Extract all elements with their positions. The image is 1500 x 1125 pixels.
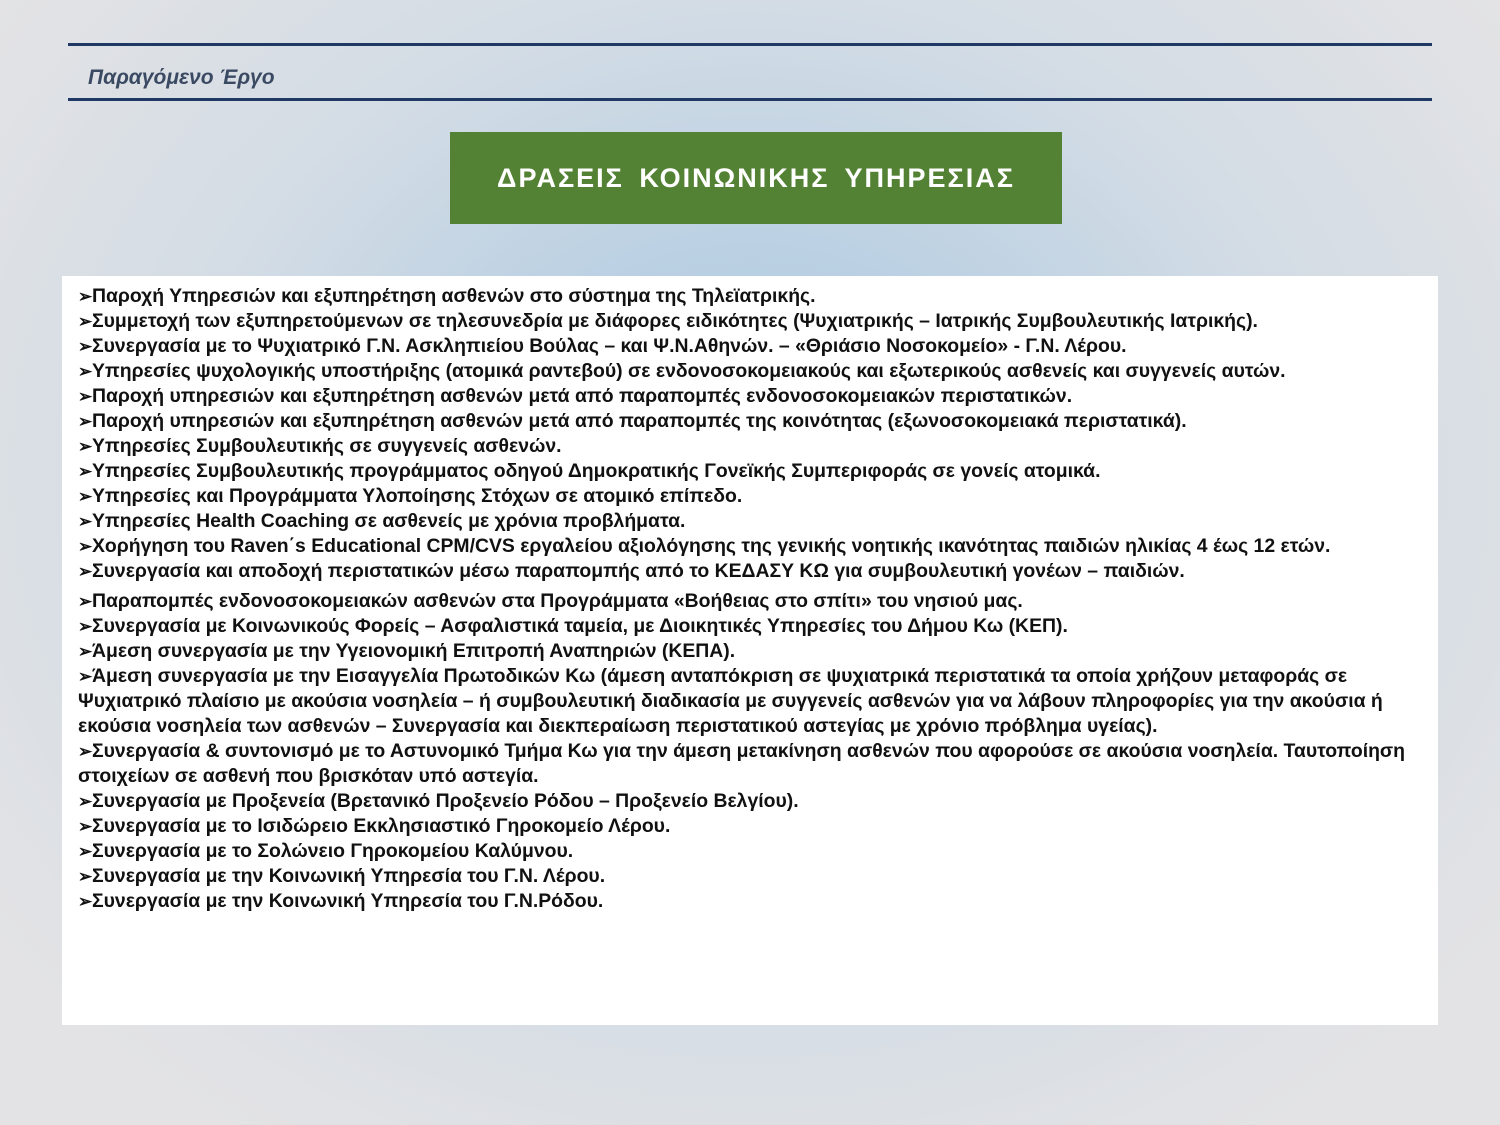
header-bottom-rule	[68, 98, 1432, 101]
arrow-bullet-icon: ➢	[78, 892, 93, 911]
list-item-text: Συνεργασία με το Σολώνειο Γηροκομείου Καλύμνου.	[92, 840, 574, 862]
list-item-text: Υπηρεσίες Health Coaching σε ασθενείς με χρόνια προβλήματα.	[92, 510, 686, 532]
list-item-text: Υπηρεσίες Συμβουλευτικής σε συγγενείς ασθενών.	[92, 435, 562, 457]
list-item	[78, 534, 1424, 559]
list-item-text: Συνεργασία με Κοινωνικούς Φορείς – Ασφαλιστικά ταμεία, με Διοικητικές Υπηρεσίες του Δήμου Κω (ΚΕΠ).	[92, 615, 1068, 637]
list-item	[78, 559, 1424, 584]
arrow-bullet-icon: ➢	[78, 842, 93, 861]
arrow-bullet-icon: ➢	[78, 562, 93, 581]
list-item-text: Υπηρεσίες ψυχολογικής υποστήριξης (ατομικά ραντεβού) σε ενδονοσοκομειακούς και εξωτερικούς ασθενείς και συγγενείς αυτών.	[92, 360, 1286, 382]
arrow-bullet-icon: ➢	[78, 287, 93, 306]
section-label: Παραγόμενο Έργο	[88, 66, 275, 89]
list-item	[78, 409, 1424, 434]
list-item	[78, 814, 1424, 839]
list-item-text: Υπηρεσίες Συμβουλευτικής προγράμματος οδηγού Δημοκρατικής Γονεϊκής Συμπεριφοράς σε γονείς ατομικά.	[92, 460, 1101, 482]
arrow-bullet-icon: ➢	[78, 867, 93, 886]
list-item-text: Συνεργασία με το Ψυχιατρικό Γ.Ν. Ασκληπιείου Βούλας – και Ψ.Ν.Αθηνών. – «Θριάσιο Νοσοκομείο» - Γ.Ν. Λέρου.	[92, 335, 1127, 357]
arrow-bullet-icon: ➢	[78, 387, 93, 406]
arrow-bullet-icon: ➢	[78, 817, 93, 836]
actions-list-panel	[62, 276, 1438, 1025]
arrow-bullet-icon: ➢	[78, 337, 93, 356]
arrow-bullet-icon: ➢	[78, 312, 93, 331]
list-item-text: Άμεση συνεργασία με την Εισαγγελία Πρωτοδικών Κω (άμεση ανταπόκριση σε ψυχιατρικά περιστατικά τα οποία χρήζουν μεταφοράς σε Ψυχιατρικό πλαίσιο με ακούσια νοσηλεία – ή συμβουλευτική διαδικασία με συγγενείς ασθενών για να λάβουν πληροφορίες για την ακούσια ή εκούσια νοσηλεία των ασθενών – Συνεργασία και διεκπεραίωση περιστατικού αστεγίας με χρόνιο πρόβλημα υγείας).	[78, 665, 1383, 737]
arrow-bullet-icon: ➢	[78, 362, 93, 381]
arrow-bullet-icon: ➢	[78, 642, 93, 661]
page-title: ΔΡΑΣΕΙΣ ΚΟΙΝΩΝΙΚΗΣ ΥΠΗΡΕΣΙΑΣ	[497, 162, 1015, 193]
header-top-rule	[68, 43, 1432, 46]
list-item	[78, 309, 1424, 334]
arrow-bullet-icon: ➢	[78, 487, 93, 506]
list-item	[78, 639, 1424, 664]
list-item	[78, 739, 1424, 789]
list-item	[78, 664, 1424, 739]
list-item	[78, 334, 1424, 359]
arrow-bullet-icon: ➢	[78, 537, 93, 556]
list-item-text: Άμεση συνεργασία με την Υγειονομική Επιτροπή Αναπηριών (ΚΕΠΑ).	[92, 640, 736, 662]
list-item	[78, 589, 1424, 614]
title-banner	[450, 132, 1062, 224]
arrow-bullet-icon: ➢	[78, 512, 93, 531]
arrow-bullet-icon: ➢	[78, 667, 93, 686]
list-item	[78, 484, 1424, 509]
list-item-text: Παροχή υπηρεσιών και εξυπηρέτηση ασθενών μετά από παραπομπές της κοινότητας (εξωνοσοκομειακά περιστατικά).	[92, 410, 1187, 432]
list-item	[78, 614, 1424, 639]
arrow-bullet-icon: ➢	[78, 742, 93, 761]
list-item-text: Παροχή υπηρεσιών και εξυπηρέτηση ασθενών μετά από παραπομπές ενδονοσοκομειακών περιστατικών.	[92, 385, 1073, 407]
list-item	[78, 789, 1424, 814]
list-item	[78, 384, 1424, 409]
list-item-text: Παραπομπές ενδονοσοκομειακών ασθενών στα Προγράμματα «Βοήθειας στο σπίτι» του νησιού μας.	[92, 590, 1023, 612]
list-item-text: Συνεργασία & συντονισμό με το Αστυνομικό Τμήμα Κω για την άμεση μετακίνηση ασθενών που αφορούσε σε ακούσια νοσηλεία. Ταυτοποίηση στοιχείων σε ασθενή που βρισκόταν υπό αστεγία.	[78, 740, 1406, 787]
list-item	[78, 284, 1424, 309]
list-item	[78, 889, 1424, 914]
arrow-bullet-icon: ➢	[78, 412, 93, 431]
arrow-bullet-icon: ➢	[78, 462, 93, 481]
list-item-text: Συνεργασία και αποδοχή περιστατικών μέσω παραπομπής από το ΚΕΔΑΣΥ ΚΩ για συμβουλευτική γονέων – παιδιών.	[92, 560, 1185, 582]
list-item-text: Παροχή Υπηρεσιών και εξυπηρέτηση ασθενών στο σύστημα της Τηλεϊατρικής.	[92, 285, 816, 307]
list-item	[78, 864, 1424, 889]
list-item	[78, 459, 1424, 484]
arrow-bullet-icon: ➢	[78, 792, 93, 811]
list-item-text: Χορήγηση του Raven΄s Educational CPM/CVS εργαλείου αξιολόγησης της γενικής νοητικής ικανότητας παιδιών ηλικίας 4 έως 12 ετών.	[92, 535, 1331, 557]
arrow-bullet-icon: ➢	[78, 592, 93, 611]
list-item-text: Συμμετοχή των εξυπηρετούμενων σε τηλεσυνεδρία με διάφορες ειδικότητες (Ψυχιατρικής – Ιατρικής Συμβουλευτικής Ιατρικής).	[92, 310, 1258, 332]
list-item	[78, 359, 1424, 384]
list-item	[78, 839, 1424, 864]
list-item-text: Συνεργασία με Προξενεία (Βρετανικό Προξενείο Ρόδου – Προξενείο Βελγίου).	[92, 790, 799, 812]
arrow-bullet-icon: ➢	[78, 617, 93, 636]
list-item-text: Συνεργασία με την Κοινωνική Υπηρεσία του Γ.Ν. Λέρου.	[92, 865, 606, 887]
list-item	[78, 509, 1424, 534]
actions-list	[78, 284, 1424, 914]
arrow-bullet-icon: ➢	[78, 437, 93, 456]
list-item-text: Συνεργασία με το Ισιδώρειο Εκκλησιαστικό Γηροκομείο Λέρου.	[92, 815, 671, 837]
list-item	[78, 434, 1424, 459]
list-item-text: Υπηρεσίες και Προγράμματα Υλοποίησης Στόχων σε ατομικό επίπεδο.	[92, 485, 743, 507]
list-item-text: Συνεργασία με την Κοινωνική Υπηρεσία του Γ.Ν.Ρόδου.	[92, 890, 604, 912]
